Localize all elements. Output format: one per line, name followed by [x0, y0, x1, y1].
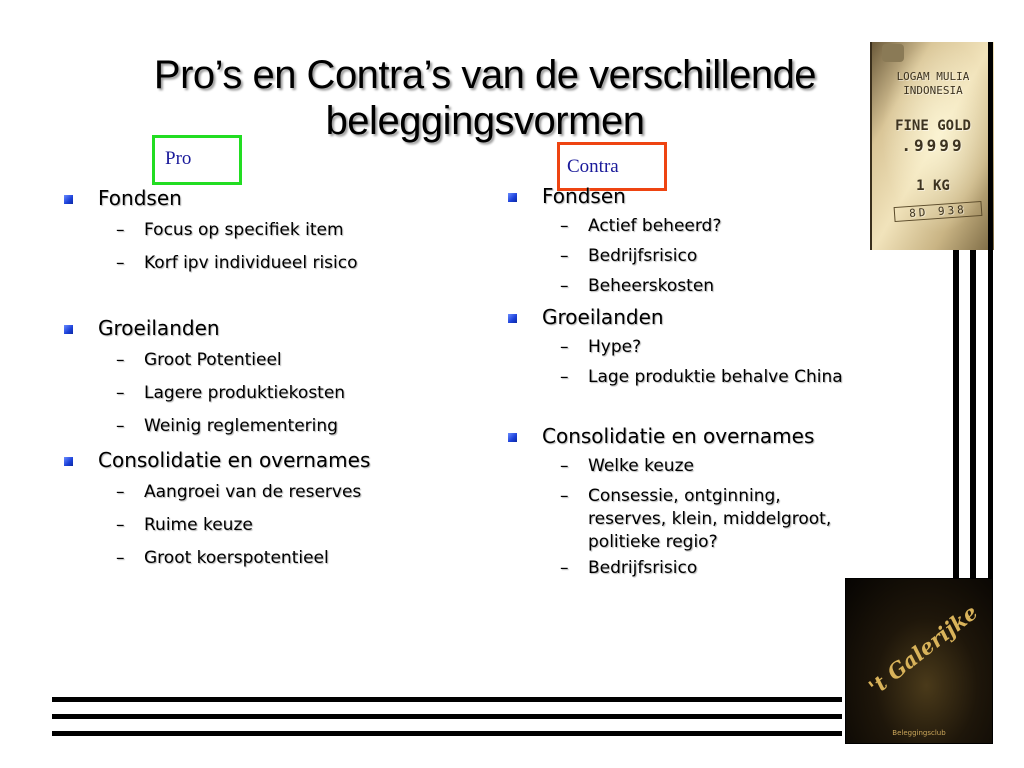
- contra-item-consolidatie: Consolidatie en overnames: [506, 424, 926, 448]
- sub-item: – Hype?: [560, 337, 642, 357]
- contra-consolidatie-sublist: [506, 455, 926, 579]
- pro-item-groeilanden: Groeilanden: [62, 316, 482, 340]
- contra-item-groeilanden: Groeilanden: [506, 305, 926, 329]
- bullet-icon: [64, 195, 73, 204]
- pro-fondsen-sublist: [62, 219, 482, 274]
- sub-item: – Aangroei van de reserves: [116, 482, 362, 502]
- sub-item: – Korf ipv individueel risico: [116, 253, 358, 273]
- sub-item: – Consessie, ontginning, reserves, klein, middelgroot, politieke regio?: [560, 486, 832, 552]
- decor-vertical-line: [988, 42, 993, 580]
- sub-item: – Bedrijfsrisico: [560, 246, 698, 266]
- bullet-icon: [64, 325, 73, 334]
- contra-item-fondsen: Fondsen: [506, 184, 926, 208]
- bullet-icon: [64, 457, 73, 466]
- pro-item-consolidatie: Consolidatie en overnames: [62, 448, 482, 472]
- gold-bar-logo-icon: [882, 44, 904, 62]
- decor-horizontal-line: [52, 714, 842, 719]
- pro-column: [62, 186, 482, 569]
- sub-item: – Welke keuze: [560, 456, 694, 476]
- sub-item: – Ruime keuze: [116, 515, 253, 535]
- pro-label-box: [152, 135, 242, 185]
- bullet-icon: [508, 314, 517, 323]
- pro-label: Pro: [165, 148, 192, 169]
- club-logo: 't Galerijke Beleggingsclub: [845, 578, 993, 744]
- sub-item: – Bedrijfsrisico: [560, 558, 698, 578]
- sub-item: – Beheerskosten: [560, 276, 715, 296]
- pro-item-fondsen: Fondsen: [62, 186, 482, 210]
- bullet-icon: [508, 433, 517, 442]
- sub-item: – Focus op specifiek item: [116, 220, 344, 240]
- sub-item: – Actief beheerd?: [560, 216, 722, 236]
- decor-vertical-line: [953, 250, 959, 580]
- sub-item: – Groot Potentieel: [116, 350, 282, 370]
- sub-item: – Weinig reglementering: [116, 416, 338, 436]
- decor-vertical-line: [970, 250, 976, 580]
- decor-horizontal-line: [52, 697, 842, 702]
- sub-item: – Groot koerspotentieel: [116, 548, 329, 568]
- sub-item: – Lagere produktiekosten: [116, 383, 346, 403]
- gold-bar-image: LOGAM MULIA INDONESIA FINE GOLD .9999 1 KG 8D 938: [870, 42, 994, 250]
- decor-horizontal-line: [52, 731, 842, 736]
- pro-groeilanden-sublist: [62, 349, 482, 437]
- contra-fondsen-sublist: [506, 215, 926, 297]
- contra-label: Contra: [567, 156, 619, 177]
- bullet-icon: [508, 193, 517, 202]
- sub-item: – Lage produktie behalve China: [560, 367, 843, 387]
- slide-title: Pro’s en Contra’s van de verschillende beleggingsvormen: [153, 53, 817, 143]
- pro-consolidatie-sublist: [62, 481, 482, 569]
- contra-groeilanden-sublist: [506, 336, 926, 388]
- contra-column: [506, 184, 926, 579]
